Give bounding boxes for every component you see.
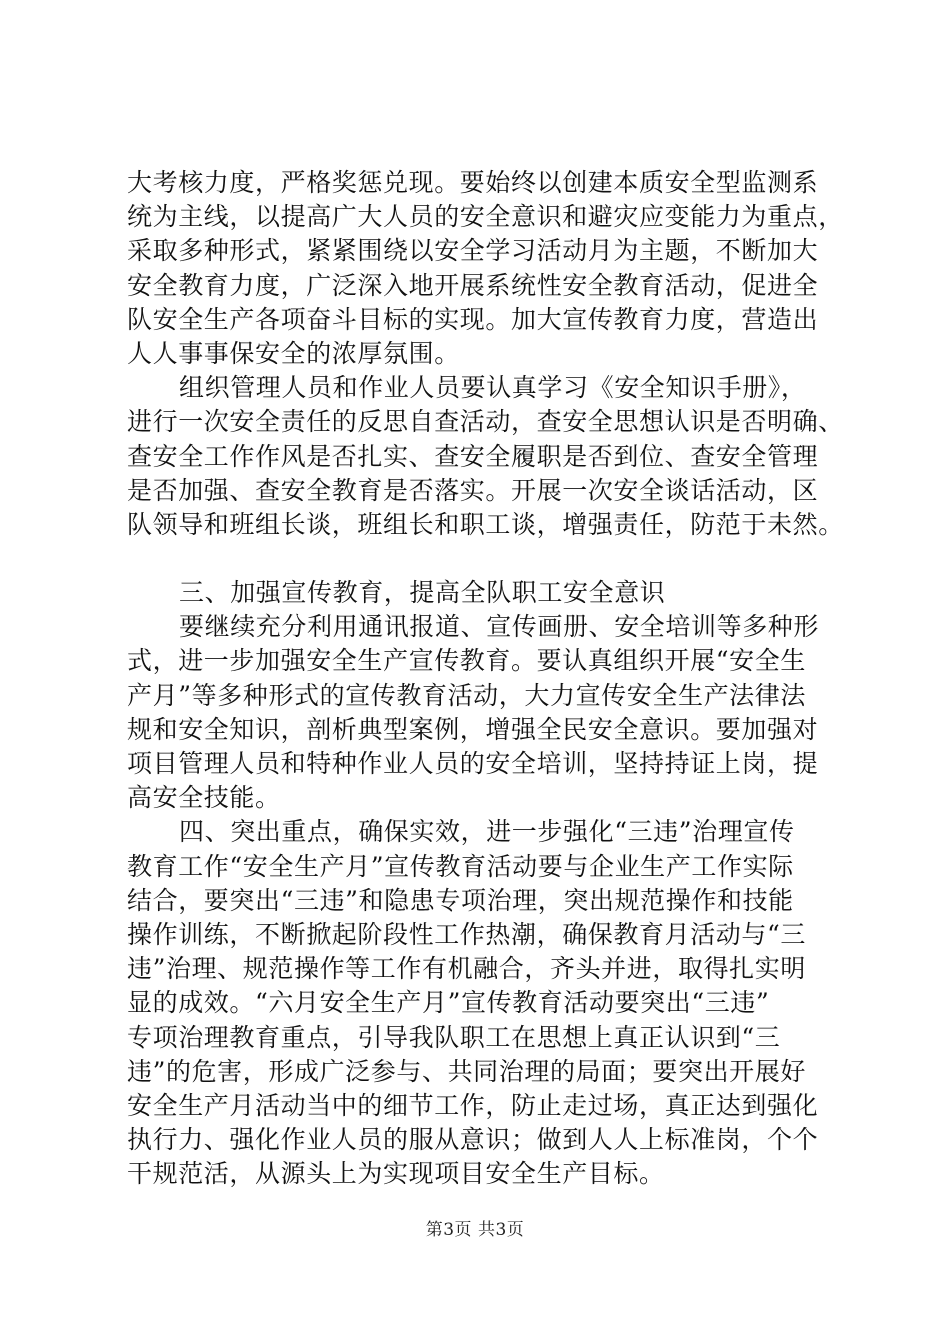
page-number: 第3页 共3页 <box>425 1220 525 1240</box>
text-line: 项目管理人员和特种作业人员的安全培训，坚持持证上岗，提 <box>127 749 819 778</box>
text-line: 安全教育力度，广泛深入地开展系统性安全教育活动，促进全 <box>127 270 819 300</box>
text-line: 操作训练，不断掀起阶段性工作热潮，确保教育月活动与“三 <box>127 919 806 949</box>
text-line: 干规范活，从源头上为实现项目安全生产目标。 <box>127 1159 665 1189</box>
text-line: 要继续充分利用通讯报道、宣传画册、安全培训等多种形 <box>179 612 820 642</box>
text-line: 显的成效。“六月安全生产月”宣传教育活动要突出“三违” <box>127 988 770 1018</box>
page-footer <box>0 1215 950 1240</box>
text-line: 高安全技能。 <box>127 783 281 813</box>
text-line: 规和安全知识，剖析典型案例，增强全民安全意识。要加强对 <box>127 714 819 744</box>
paragraph-2 <box>127 371 844 542</box>
heading-line: 三、加强宣传教育，提高全队职工安全意识 <box>179 578 666 608</box>
text-line: 查安全工作作风是否扎实、查安全履职是否到位、查安全管理 <box>127 441 819 471</box>
text-line: 结合，要突出“三违”和隐患专项治理，突出规范操作和技能 <box>127 885 794 915</box>
text-line: 安全生产月活动当中的细节工作，防止走过场，真正达到强化 <box>127 1090 819 1120</box>
text-line: 产月”等多种形式的宣传教育活动，大力宣传安全生产法律法 <box>127 680 806 710</box>
paragraph-3 <box>127 610 827 815</box>
paragraph-4 <box>127 815 827 1191</box>
document-body <box>127 166 844 1191</box>
text-line: 违”治理、规范操作等工作有机融合，齐头并进，取得扎实明 <box>127 954 806 984</box>
text-line: 教育工作“安全生产月”宣传教育活动要与企业生产工作实际 <box>127 851 794 881</box>
text-line: 统为主线，以提高广大人员的安全意识和避灾应变能力为重点， <box>127 202 844 232</box>
section-heading-3 <box>127 576 827 610</box>
text-line: 采取多种形式，紧紧围绕以安全学习活动月为主题，不断加大 <box>127 236 819 266</box>
text-line: 人人事事保安全的浓厚氛围。 <box>127 338 460 368</box>
text-line: 队领导和班组长谈，班组长和职工谈，增强责任，防范于未然。 <box>127 509 844 539</box>
paragraph-spacer <box>127 542 827 576</box>
text-line: 专项治理教育重点，引导我队职工在思想上真正认识到“三 <box>127 1022 781 1052</box>
text-line: 执行力、强化作业人员的服从意识；做到人人上标准岗，个个 <box>127 1125 819 1155</box>
text-line: 队安全生产各项奋斗目标的实现。加大宣传教育力度，营造出 <box>127 304 819 334</box>
text-line: 违”的危害，形成广泛参与、共同治理的局面；要突出开展好 <box>127 1056 806 1086</box>
text-line: 大考核力度，严格奖惩兑现。要始终以创建本质安全型监测系 <box>127 168 819 197</box>
text-line: 是否加强、查安全教育是否落实。开展一次安全谈话活动，区 <box>127 475 819 505</box>
text-line: 四、突出重点，确保实效，进一步强化“三违”治理宣传 <box>179 817 795 847</box>
paragraph-1 <box>127 166 844 371</box>
text-line: 组织管理人员和作业人员要认真学习《安全知识手册》， <box>179 373 807 403</box>
text-line: 式，进一步加强安全生产宣传教育。要认真组织开展“安全生 <box>127 646 806 676</box>
text-line: 进行一次安全责任的反思自查活动，查安全思想认识是否明确、 <box>127 407 844 437</box>
